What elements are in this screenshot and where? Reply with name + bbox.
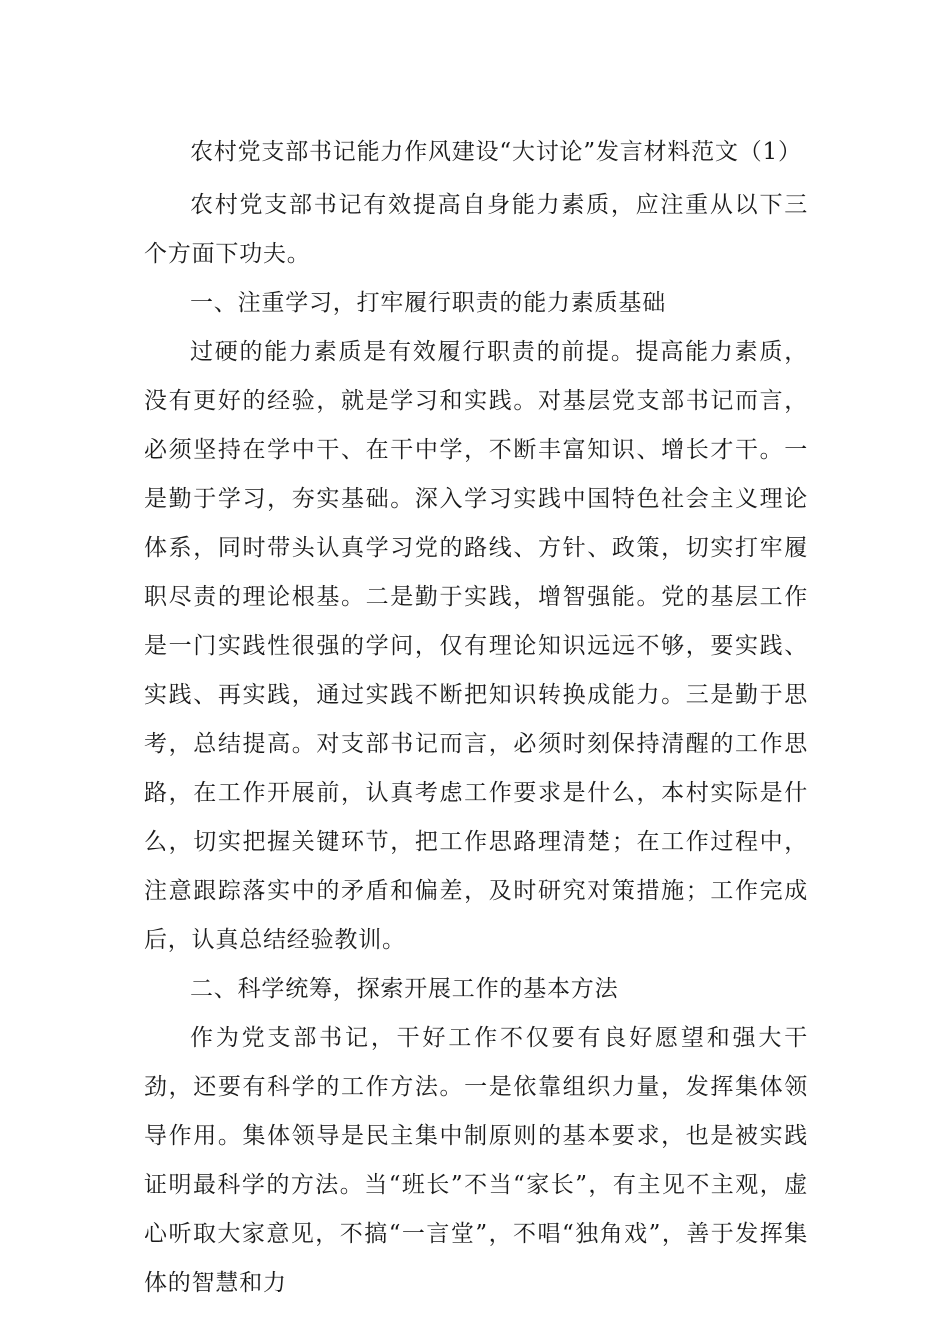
section-1-heading: 一、注重学习，打牢履行职责的能力素质基础: [190, 290, 666, 316]
section-2-paragraph: 作为党支部书记，干好工作不仅要有良好愿望和强大干劲，还要有科学的工作方法。一是依靠组织力量，发挥集体领导作用。集体领导是民主集中制原则的基本要求，也是被实践证明最科学的方法。当“班长”不当“家长”，有主见不主观，虚心听取大家意见，不搞“一言堂”，不唱“独角戏”，善于发挥集体的智慧和力: [144, 1025, 808, 1296]
document-title: 农村党支部书记能力作风建设“大讨论”发言材料范文（1）: [190, 139, 802, 165]
document-body: [144, 128, 808, 1308]
section-1-paragraph: 过硬的能力素质是有效履行职责的前提。提高能力素质，没有更好的经验，就是学习和实践。对基层党支部书记而言，必须坚持在学中干、在干中学，不断丰富知识、增长才干。一是勤于学习，夯实基础。深入学习实践中国特色社会主义理论体系，同时带头认真学习党的路线、方针、政策，切实打牢履职尽责的理论根基。二是勤于实践，增智强能。党的基层工作是一门实践性很强的学问，仅有理论知识远远不够，要实践、实践、再实践，通过实践不断把知识转换成能力。三是勤于思考，总结提高。对支部书记而言，必须时刻保持清醒的工作思路，在工作开展前，认真考虑工作要求是什么，本村实际是什么，切实把握关键环节，把工作思路理清楚；在工作过程中，注意跟踪落实中的矛盾和偏差，及时研究对策措施；工作完成后，认真总结经验教训。: [144, 339, 808, 953]
intro-paragraph: 农村党支部书记有效提高自身能力素质，应注重从以下三个方面下功夫。: [144, 192, 808, 267]
section-2-heading: 二、科学统筹，探索开展工作的基本方法: [190, 976, 619, 1002]
